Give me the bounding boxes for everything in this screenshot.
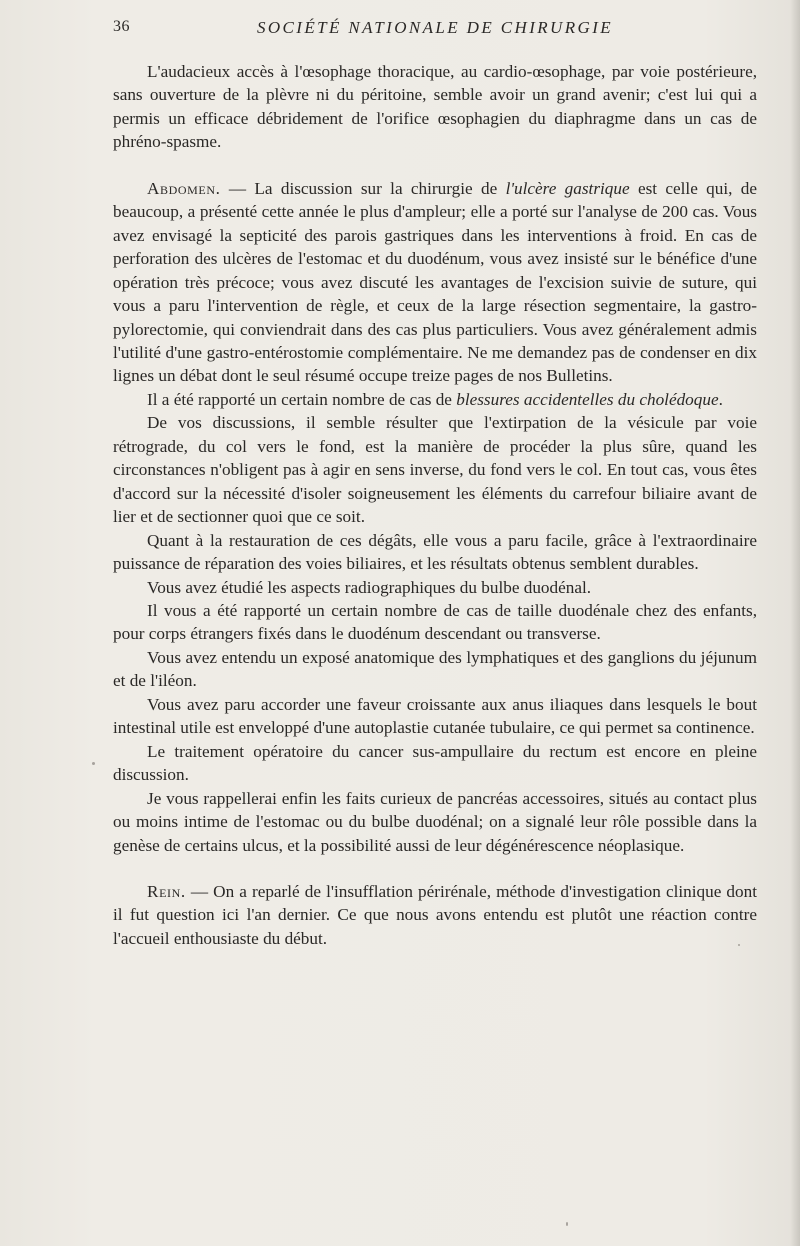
paragraph-text: Vous avez étudié les aspects radiographiques du bulbe duodénal. <box>147 577 592 597</box>
paper-speck <box>738 944 740 946</box>
italic-term: l'ulcère gastrique <box>505 178 630 198</box>
paragraph-oesophage <box>113 60 757 154</box>
paragraph-text: . <box>718 389 723 409</box>
section-heading-abdomen: Abdomen. <box>147 178 221 198</box>
paragraph-text: — La discussion sur la chirurgie de <box>220 178 506 198</box>
paragraph-restauration <box>113 529 757 576</box>
paragraph-vesicule <box>113 411 757 528</box>
paper-speck <box>566 1222 568 1226</box>
page-number: 36 <box>113 18 130 35</box>
paragraph-choledoque <box>113 388 757 411</box>
paragraph-text: Je vous rappellerai enfin les faits curieux de pancréas accessoires, situés au contact plus ou moins intime de l'estomac ou du bulbe duodénal; on a signalé leur rôle possible dans la genèse de certains ulcus, et la possibilité aussi de leur dégénérescence néoplasique. <box>113 788 757 855</box>
page-edge-shadow <box>790 0 800 1246</box>
paragraph-text: De vos discussions, il semble résulter que l'extirpation de la vésicule par voie rétrograde, du col vers le fond, est la manière de procéder la plus sûre, quand les circonstances n'obligent pas à agir en sens inverse, du fond vers le col. En tout cas, vous êtes d'accord sur la nécessité d'isoler soigneusement les éléments du carrefour biliaire avant de lier et de sectionner quoi que ce soit. <box>113 413 757 527</box>
paragraph-cancer-rectum <box>113 740 757 787</box>
paper-speck <box>92 762 95 765</box>
paragraph-anus-iliaques <box>113 693 757 740</box>
running-head: SOCIÉTÉ NATIONALE DE CHIRURGIE <box>256 18 614 37</box>
paragraph-text: Il a été rapporté un certain nombre de cas de <box>147 389 457 409</box>
page-header <box>113 18 757 46</box>
body-text <box>113 60 757 950</box>
paragraph-text: Vous avez entendu un exposé anatomique des lymphatiques et des ganglions du jéjunum et de l'iléon. <box>113 647 757 691</box>
paragraph-text: Vous avez paru accorder une faveur croissante aux anus iliaques dans lesquels le bout intestinal utile est enveloppé d'une autoplastie cutanée tubulaire, ce qui permet sa continence. <box>113 694 757 738</box>
paragraph-text: Quant à la restauration de ces dégâts, elle vous a paru facile, grâce à l'extraordinaire puissance de réparation des voies biliaires, et les résultats obtenus semblent durables. <box>113 530 757 574</box>
paragraph-text: L'audacieux accès à l'œsophage thoracique, au cardio-œsophage, par voie postérieure, sans ouverture de la plèvre ni du péritoine, semble avoir un grand avenir; c'est lui qui a permis un efficace débridement de l'orifice œsophagien du diaphragme dans un cas de phréno-spasme. <box>113 62 757 152</box>
paragraph-text: — On a reparlé de l'insufflation périrénale, méthode d'investigation clinique dont il fut question ici l'an dernier. Ce que nous avons entendu est plutôt une réaction contre l'accueil enthousiaste du début. <box>113 881 757 948</box>
italic-term: blessures accidentelles du cholédoque <box>456 389 719 409</box>
paragraph-lymphatiques <box>113 646 757 693</box>
paragraph-bulbe <box>113 576 757 599</box>
paragraph-text: est celle qui, de beaucoup, a présenté cette année le plus d'ampleur; elle a porté sur l'analyse de 200 cas. Vous avez envisagé la septicité des parois gastriques dans les interventions à froid. En cas de perforation des ulcères de l'estomac et du duodénum, vous avez insisté sur le bénéfice d'une opération très précoce; vous avez discuté les avantages de l'excision suivie de suture, qui vous a paru l'intervention de règle, et ceux de la large résection segmentaire, la gastro-pylorectomie, qui conviendrait dans des cas plus particuliers. Vous avez généralement admis l'utilité d'une gastro-entérostomie complémentaire. Ne me demandez pas de condenser en dix lignes un débat dont le seul résumé occupe treize pages de nos Bulletins. <box>113 178 757 386</box>
paragraph-taille-duodenale <box>113 599 757 646</box>
paragraph-text: Le traitement opératoire du cancer sus-ampullaire du rectum est encore en pleine discussion. <box>113 741 757 785</box>
paragraph-rein <box>113 880 757 950</box>
section-heading-rein: Rein. <box>147 881 186 901</box>
paragraph-text: Il vous a été rapporté un certain nombre de cas de taille duodénale chez des enfants, pour corps étrangers fixés dans le duodénum descendant ou transverse. <box>113 600 757 644</box>
paragraph-abdomen <box>113 177 757 388</box>
paragraph-pancreas <box>113 787 757 857</box>
